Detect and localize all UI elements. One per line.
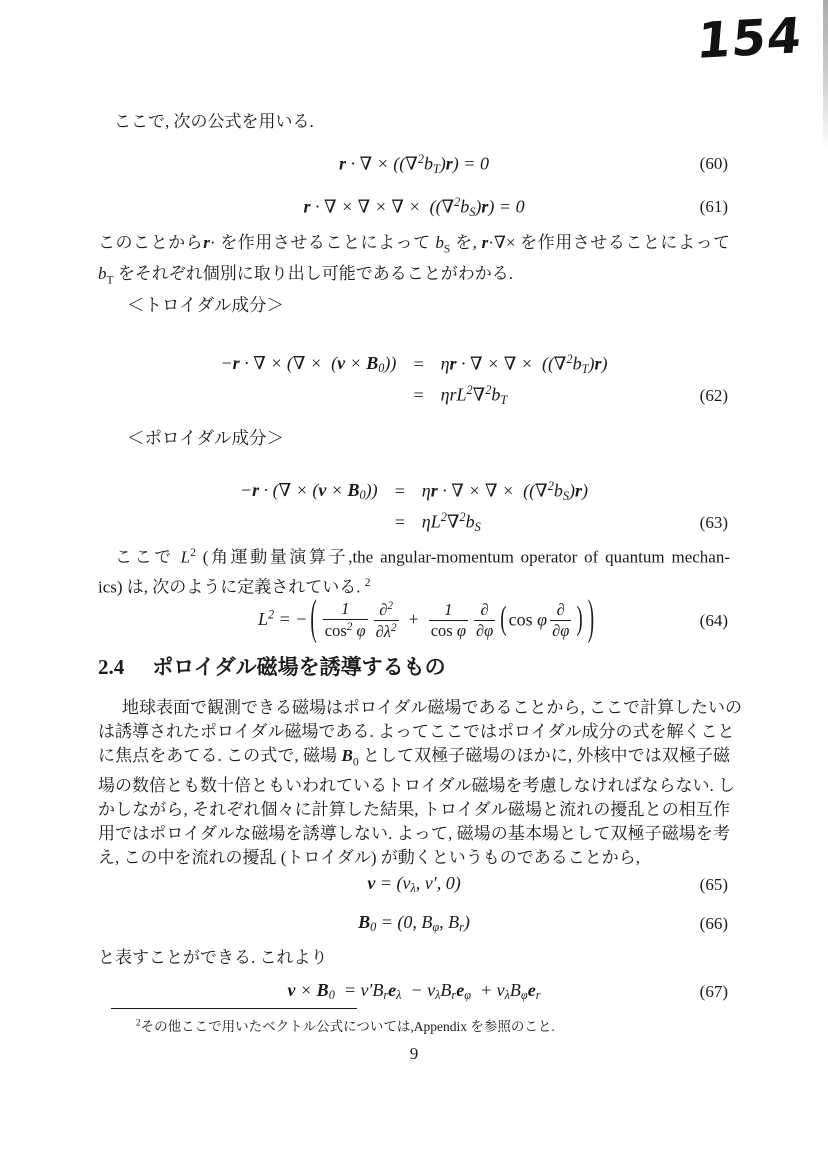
- equation-66: [98, 912, 730, 935]
- section-heading: [98, 652, 730, 682]
- footnote-rule: [111, 1008, 357, 1009]
- equation-65-body: $v = (v_\lambda$, v′, 0): [367, 873, 461, 896]
- equation-64: [98, 592, 730, 650]
- eq62-rhs-2: $\eta rL^2\nabla^2b_T$: [440, 382, 508, 407]
- paragraph-after-formulas: このことからr· を作用させることによって $b_S$ を, r·∇× を作用させることによって $b_T$ をそれぞれ個別に取り出し可能であることがわかる.: [98, 233, 731, 287]
- equation-63-number: (63): [699, 512, 728, 532]
- eq62-equals-1: =: [412, 353, 425, 374]
- equation-66-body: $B_0 = (0$, $B_\varphi$, $B_r$): [358, 912, 470, 935]
- footnote-text: $^2$その他ここで用いたベクトル公式については,Appendix を参照のこと.: [136, 1017, 555, 1034]
- eq64-fraction-2: $\frac{\partial^2}{\partial\lambda^2}$: [375, 599, 397, 642]
- equation-60-number: (60): [699, 154, 728, 174]
- eq64-inner-close-paren: ): [576, 600, 583, 639]
- eq64-fraction-3: $\frac{1}{\text{cos φ}}$: [430, 600, 466, 640]
- equation-61-body: r · ∇ × ∇ × ∇ × $((\nabla^2b_S)r) = 0$: [303, 195, 525, 219]
- equation-67: [98, 980, 730, 1003]
- eq63-rhs-2: $\eta L^2\nabla^2b_S$: [421, 509, 481, 534]
- footer-page-number: 9: [409, 1044, 419, 1063]
- eq63-rhs-1: ηr · ∇ × ∇ × $((\nabla^2b_S)r)$: [421, 479, 589, 503]
- eq64-fraction-4: $\frac{\partial}{\partial\varphi}$: [475, 600, 494, 640]
- eq63-lhs: −r · (∇ × $(v \times B_0)$): [239, 479, 378, 502]
- equation-60-body: r · ∇ × $((\nabla^2b_T)r) = 0$: [339, 152, 489, 176]
- equation-67-body: $v \times B_0 = v'B_re_\lambda - v_\lambda B_re_\varphi + v_\lambda B_\varphi e_r$: [287, 980, 541, 1003]
- section-paragraph: 地球表面で観測できる磁場はポロイダル磁場であることから, ここで計算したいの は誘導されたポロイダル磁場である. よってここではポロイダル成分の式を解くこと に焦点をあてる. この式で, 磁場 $B_0$ として双極子磁場のほかに, 外核中では双極子磁 場の数倍とも数十倍ともいわれているトロイダル磁場を考慮しなければならない. し かしながら, それぞれ個々に計算した結果, トロイダル磁場と流れの擾乱との相互作 用ではポロイダルな磁場を誘導しない. よって, 磁場の基本場として双極子磁場を考 え, この中を流れの擾乱 (トロイダル) が動くというものであることから,: [98, 698, 742, 868]
- eq64-fraction-5: $\frac{\partial}{\partial\varphi}$: [552, 600, 570, 640]
- equation-62-number: (62): [699, 385, 728, 405]
- equation-64-body: [231, 579, 597, 663]
- intro-text: ここで, 次の公式を用いる.: [114, 112, 314, 131]
- equation-60: [98, 152, 730, 177]
- eq64-inner-cos: cos φ: [508, 609, 548, 630]
- equation-66-number: (66): [699, 913, 728, 933]
- eq62-equals-2: =: [412, 384, 425, 405]
- eq63-equals-1: =: [393, 480, 406, 501]
- scan-edge-artifact: [823, 0, 828, 150]
- equation-67-number: (67): [699, 981, 728, 1001]
- section-number: 2.4: [98, 655, 125, 679]
- eq64-plus: +: [408, 609, 419, 630]
- l2-definition-paragraph: ここで $L^2$ (角運動量演算子,the angular-momentum operator of quantum mechan- ics) は, 次のように定義されている. $^2$: [98, 546, 731, 597]
- toroidal-component-heading: ＜トロイダル成分＞: [127, 295, 284, 315]
- handwritten-page-number: 154: [694, 7, 805, 70]
- eq64-lhs: $L^2$ = −: [257, 607, 308, 630]
- connector-text: と表すことができる. これより: [98, 948, 328, 967]
- equation-61: [98, 195, 730, 220]
- eq64-fraction-1: $\frac{1}{\cos^2 \varphi}$: [324, 599, 366, 641]
- section-title: ポロイダル磁場を誘導するもの: [152, 655, 446, 679]
- equation-62: [98, 349, 730, 411]
- equation-64-number: (64): [699, 611, 728, 630]
- equation-65-number: (65): [699, 874, 728, 894]
- poloidal-component-heading: ＜ポロイダル成分＞: [127, 428, 284, 448]
- eq64-close-paren: ): [587, 592, 595, 646]
- equation-61-number: (61): [699, 197, 728, 217]
- equation-63: [98, 476, 730, 538]
- eq63-equals-2: =: [393, 511, 406, 532]
- eq62-lhs: −r · ∇ × (∇ × $(v \times B_0)$): [220, 352, 397, 375]
- eq62-rhs-1: ηr · ∇ × ∇ × $((\nabla^2b_T)r)$: [440, 352, 608, 376]
- equation-65: [98, 873, 730, 896]
- eq64-open-paren: (: [310, 592, 317, 646]
- eq64-inner-open-paren: (: [500, 600, 507, 639]
